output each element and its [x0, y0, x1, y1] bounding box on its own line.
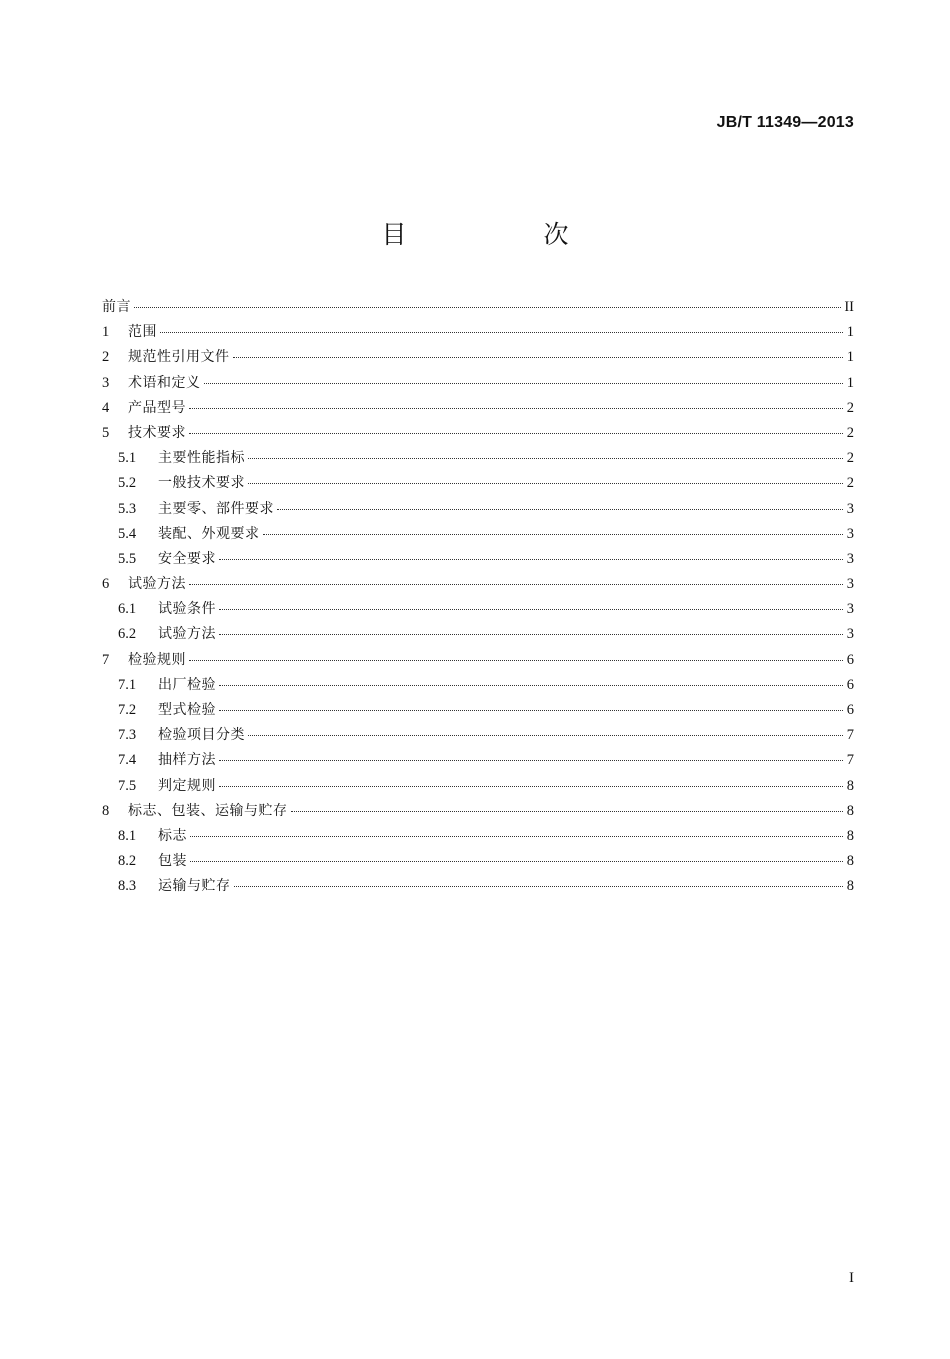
toc-entry-page: 7 — [846, 727, 854, 744]
toc-entry-page: 6 — [846, 702, 854, 718]
toc-dot-leader — [219, 709, 843, 711]
toc-dot-leader — [277, 508, 843, 510]
toc-entry-page: 8 — [846, 777, 854, 794]
toc-entry-title: 试验方法 — [128, 576, 186, 593]
toc-entry-page: II — [844, 299, 854, 315]
toc-entry[interactable] — [102, 497, 854, 522]
toc-entry-page: 2 — [846, 399, 854, 416]
toc-entry-number: 7.4 — [118, 752, 137, 769]
toc-entry-number: 8.3 — [118, 878, 137, 895]
toc-dot-leader — [189, 432, 843, 434]
toc-entry[interactable] — [102, 547, 854, 572]
toc-entry[interactable] — [102, 774, 854, 799]
toc-entry-number: 5.3 — [118, 500, 137, 517]
toc-entry-title: 判定规则 — [158, 777, 216, 794]
toc-entry[interactable] — [102, 371, 854, 396]
toc-entry-title: 标志、包装、运输与贮存 — [128, 802, 288, 819]
toc-entry-title: 包装 — [158, 853, 187, 870]
toc-entry-page: 7 — [846, 752, 854, 769]
toc-entry-title: 试验条件 — [158, 601, 216, 618]
toc-entry-number: 6.2 — [118, 626, 137, 643]
toc-dot-leader — [204, 382, 844, 384]
toc-entry[interactable] — [102, 320, 854, 345]
toc-entry-title: 型式检验 — [158, 702, 216, 718]
toc-entry-number: 6.1 — [118, 601, 137, 618]
toc-entry-title: 检验项目分类 — [158, 727, 245, 744]
standard-number: JB/T 11349—2013 — [716, 114, 854, 131]
toc-entry-number: 8.2 — [118, 853, 137, 870]
toc-entry-page: 3 — [846, 525, 854, 542]
toc-entry[interactable] — [102, 723, 854, 748]
toc-entry-page: 3 — [846, 550, 854, 567]
toc-entry-title: 标志 — [158, 827, 187, 844]
toc-dot-leader — [189, 583, 843, 585]
toc-entry[interactable] — [102, 622, 854, 647]
toc-dot-leader — [233, 356, 844, 358]
toc-dot-leader — [248, 734, 843, 736]
toc-entry-number: 4 — [102, 399, 110, 416]
toc-entry-page: 3 — [846, 500, 854, 517]
toc-entry[interactable] — [102, 849, 854, 874]
toc-entry-number: 7.2 — [118, 702, 137, 718]
toc-entry[interactable] — [102, 471, 854, 496]
toc-dot-leader — [219, 684, 843, 686]
toc-entry-title: 规范性引用文件 — [128, 349, 230, 366]
toc-entry-number: 2 — [102, 349, 110, 366]
toc-entry-number: 5.4 — [118, 525, 137, 542]
toc-entry-page: 1 — [846, 374, 854, 391]
toc-entry-page: 8 — [846, 878, 854, 895]
toc-entry-title: 产品型号 — [128, 399, 186, 416]
toc-entry-number: 7 — [102, 651, 110, 668]
toc-entry[interactable] — [102, 799, 854, 824]
toc-entry[interactable] — [102, 446, 854, 471]
toc-dot-leader — [219, 558, 843, 560]
toc-entry-title: 出厂检验 — [158, 676, 216, 693]
toc-dot-leader — [234, 885, 844, 887]
toc-entry-number: 5.5 — [118, 550, 137, 567]
toc-entry-number: 7.5 — [118, 777, 137, 794]
toc-entry-title: 前言 — [102, 299, 131, 315]
toc-dot-leader — [189, 407, 843, 409]
toc-dot-leader — [134, 306, 841, 308]
toc-title: 目 次 — [381, 220, 625, 249]
toc-entry[interactable] — [102, 396, 854, 421]
toc-entry-page: 3 — [846, 576, 854, 593]
toc-dot-leader — [190, 860, 843, 862]
toc-entry[interactable] — [102, 572, 854, 597]
toc-dot-leader — [219, 785, 843, 787]
toc-entry-number: 5.2 — [118, 475, 137, 492]
toc-entry-page: 2 — [846, 424, 854, 441]
toc-dot-leader — [189, 659, 843, 661]
toc-dot-leader — [248, 482, 843, 484]
toc-entry[interactable] — [102, 295, 854, 320]
toc-entry-number: 7.1 — [118, 676, 137, 693]
toc-entry-title: 技术要求 — [128, 424, 186, 441]
toc-entry-number: 8.1 — [118, 827, 137, 844]
toc-entry[interactable] — [102, 673, 854, 698]
toc-entry-page: 6 — [846, 676, 854, 693]
toc-entry[interactable] — [102, 874, 854, 899]
toc-dot-leader — [248, 457, 843, 459]
toc-dot-leader — [263, 533, 844, 535]
toc-entry-page: 3 — [846, 626, 854, 643]
toc-entry-page: 1 — [846, 349, 854, 366]
toc-entry-page: 1 — [846, 324, 854, 341]
toc-entry-title: 术语和定义 — [128, 374, 201, 391]
toc-entry-number: 1 — [102, 324, 110, 341]
toc-dot-leader — [190, 835, 843, 837]
toc-entry[interactable] — [102, 421, 854, 446]
toc-entry-page: 8 — [846, 853, 854, 870]
table-of-contents — [102, 295, 854, 900]
toc-dot-leader — [291, 810, 844, 812]
toc-dot-leader — [160, 331, 843, 333]
toc-entry[interactable] — [102, 698, 854, 723]
toc-entry-number: 7.3 — [118, 727, 137, 744]
toc-entry-number: 5.1 — [118, 450, 137, 467]
toc-entry[interactable] — [102, 597, 854, 622]
toc-entry-page: 2 — [846, 450, 854, 467]
toc-entry-title: 主要零、部件要求 — [158, 500, 274, 517]
toc-entry[interactable] — [102, 345, 854, 370]
toc-entry[interactable] — [102, 748, 854, 773]
toc-entry-number: 5 — [102, 424, 110, 441]
toc-entry-title: 装配、外观要求 — [158, 525, 260, 542]
toc-entry-title: 运输与贮存 — [158, 878, 231, 895]
toc-entry-title: 安全要求 — [158, 550, 216, 567]
toc-entry-page: 8 — [846, 827, 854, 844]
toc-entry-page: 6 — [846, 651, 854, 668]
toc-entry-title: 检验规则 — [128, 651, 186, 668]
toc-entry-title: 试验方法 — [158, 626, 216, 643]
toc-entry-page: 2 — [846, 475, 854, 492]
toc-entry-number: 6 — [102, 576, 110, 593]
toc-entry-number: 8 — [102, 802, 110, 819]
toc-entry-title: 一般技术要求 — [158, 475, 245, 492]
toc-entry[interactable] — [102, 824, 854, 849]
toc-entry[interactable] — [102, 648, 854, 673]
toc-entry-page: 3 — [846, 601, 854, 618]
toc-entry-page: 8 — [846, 802, 854, 819]
toc-dot-leader — [219, 759, 843, 761]
toc-entry-title: 抽样方法 — [158, 752, 216, 769]
toc-entry-title: 主要性能指标 — [158, 450, 245, 467]
toc-entry-title: 范围 — [128, 324, 157, 341]
toc-dot-leader — [219, 633, 843, 635]
page-number: I — [849, 1270, 854, 1286]
toc-entry-number: 3 — [102, 374, 110, 391]
toc-entry[interactable] — [102, 522, 854, 547]
toc-dot-leader — [219, 608, 843, 610]
